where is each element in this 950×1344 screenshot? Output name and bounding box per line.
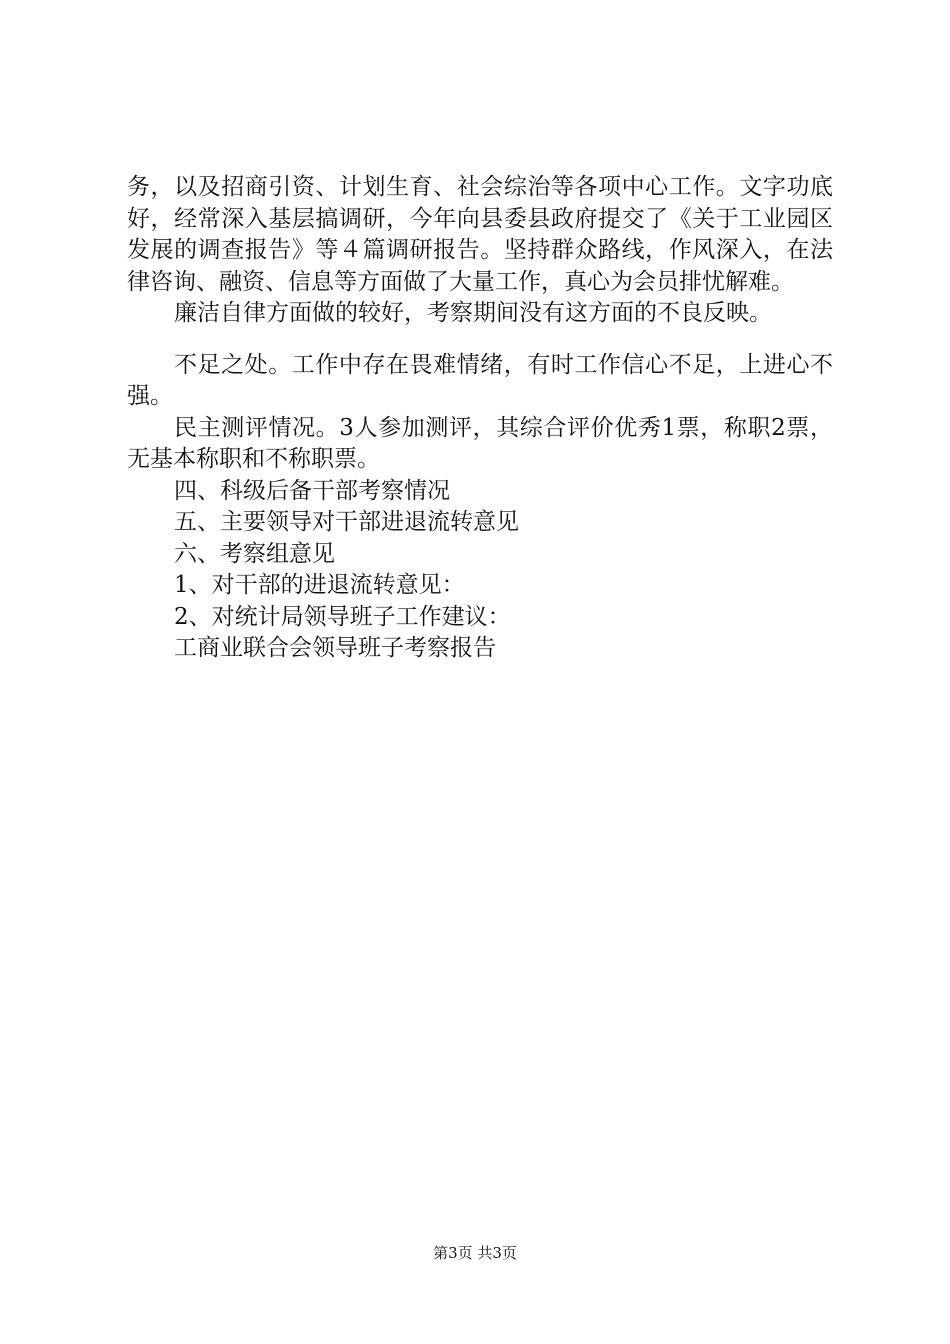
paragraph-integrity: 廉洁自律方面做的较好，考察期间没有这方面的不良反映。 [174,300,772,326]
page-number-footer: 第3页 共3页 [433,1244,517,1262]
list-item-bureau-suggestion: 2、对统计局领导班子工作建议： [174,603,511,630]
paragraph-shortcomings: 不足之处。工作中存在畏难情绪，有时工作信心不足，上进心不强。 [127,351,833,409]
document-body [127,172,833,665]
section-heading-reserve-cadres: 四、科级后备干部考察情况 [174,477,450,504]
list-item-cadre-opinion: 1、对干部的进退流转意见： [174,572,465,598]
report-title-federation: 工商业联合会领导班子考察报告 [174,635,496,661]
section-heading-inspection-team: 六、考察组意见 [174,540,335,567]
paragraph-work-summary: 务，以及招商引资、计划生育、社会综治等各项中心工作。文字功底好，经常深入基层搞调研，今年向县委县政府提交了《关于工业园区发展的调查报告》等４篇调研报告。坚持群众路线，作风深入，在法律咨询、融资、信息等方面做了大量工作，真心为会员排忧解难。 [127,174,833,295]
section-heading-leader-opinions: 五、主要领导对干部进退流转意见 [174,509,519,535]
paragraph-democratic-evaluation: 民主测评情况。3人参加测评，其综合评价优秀1票，称职2票，无基本称职和不称职票。 [127,414,833,472]
